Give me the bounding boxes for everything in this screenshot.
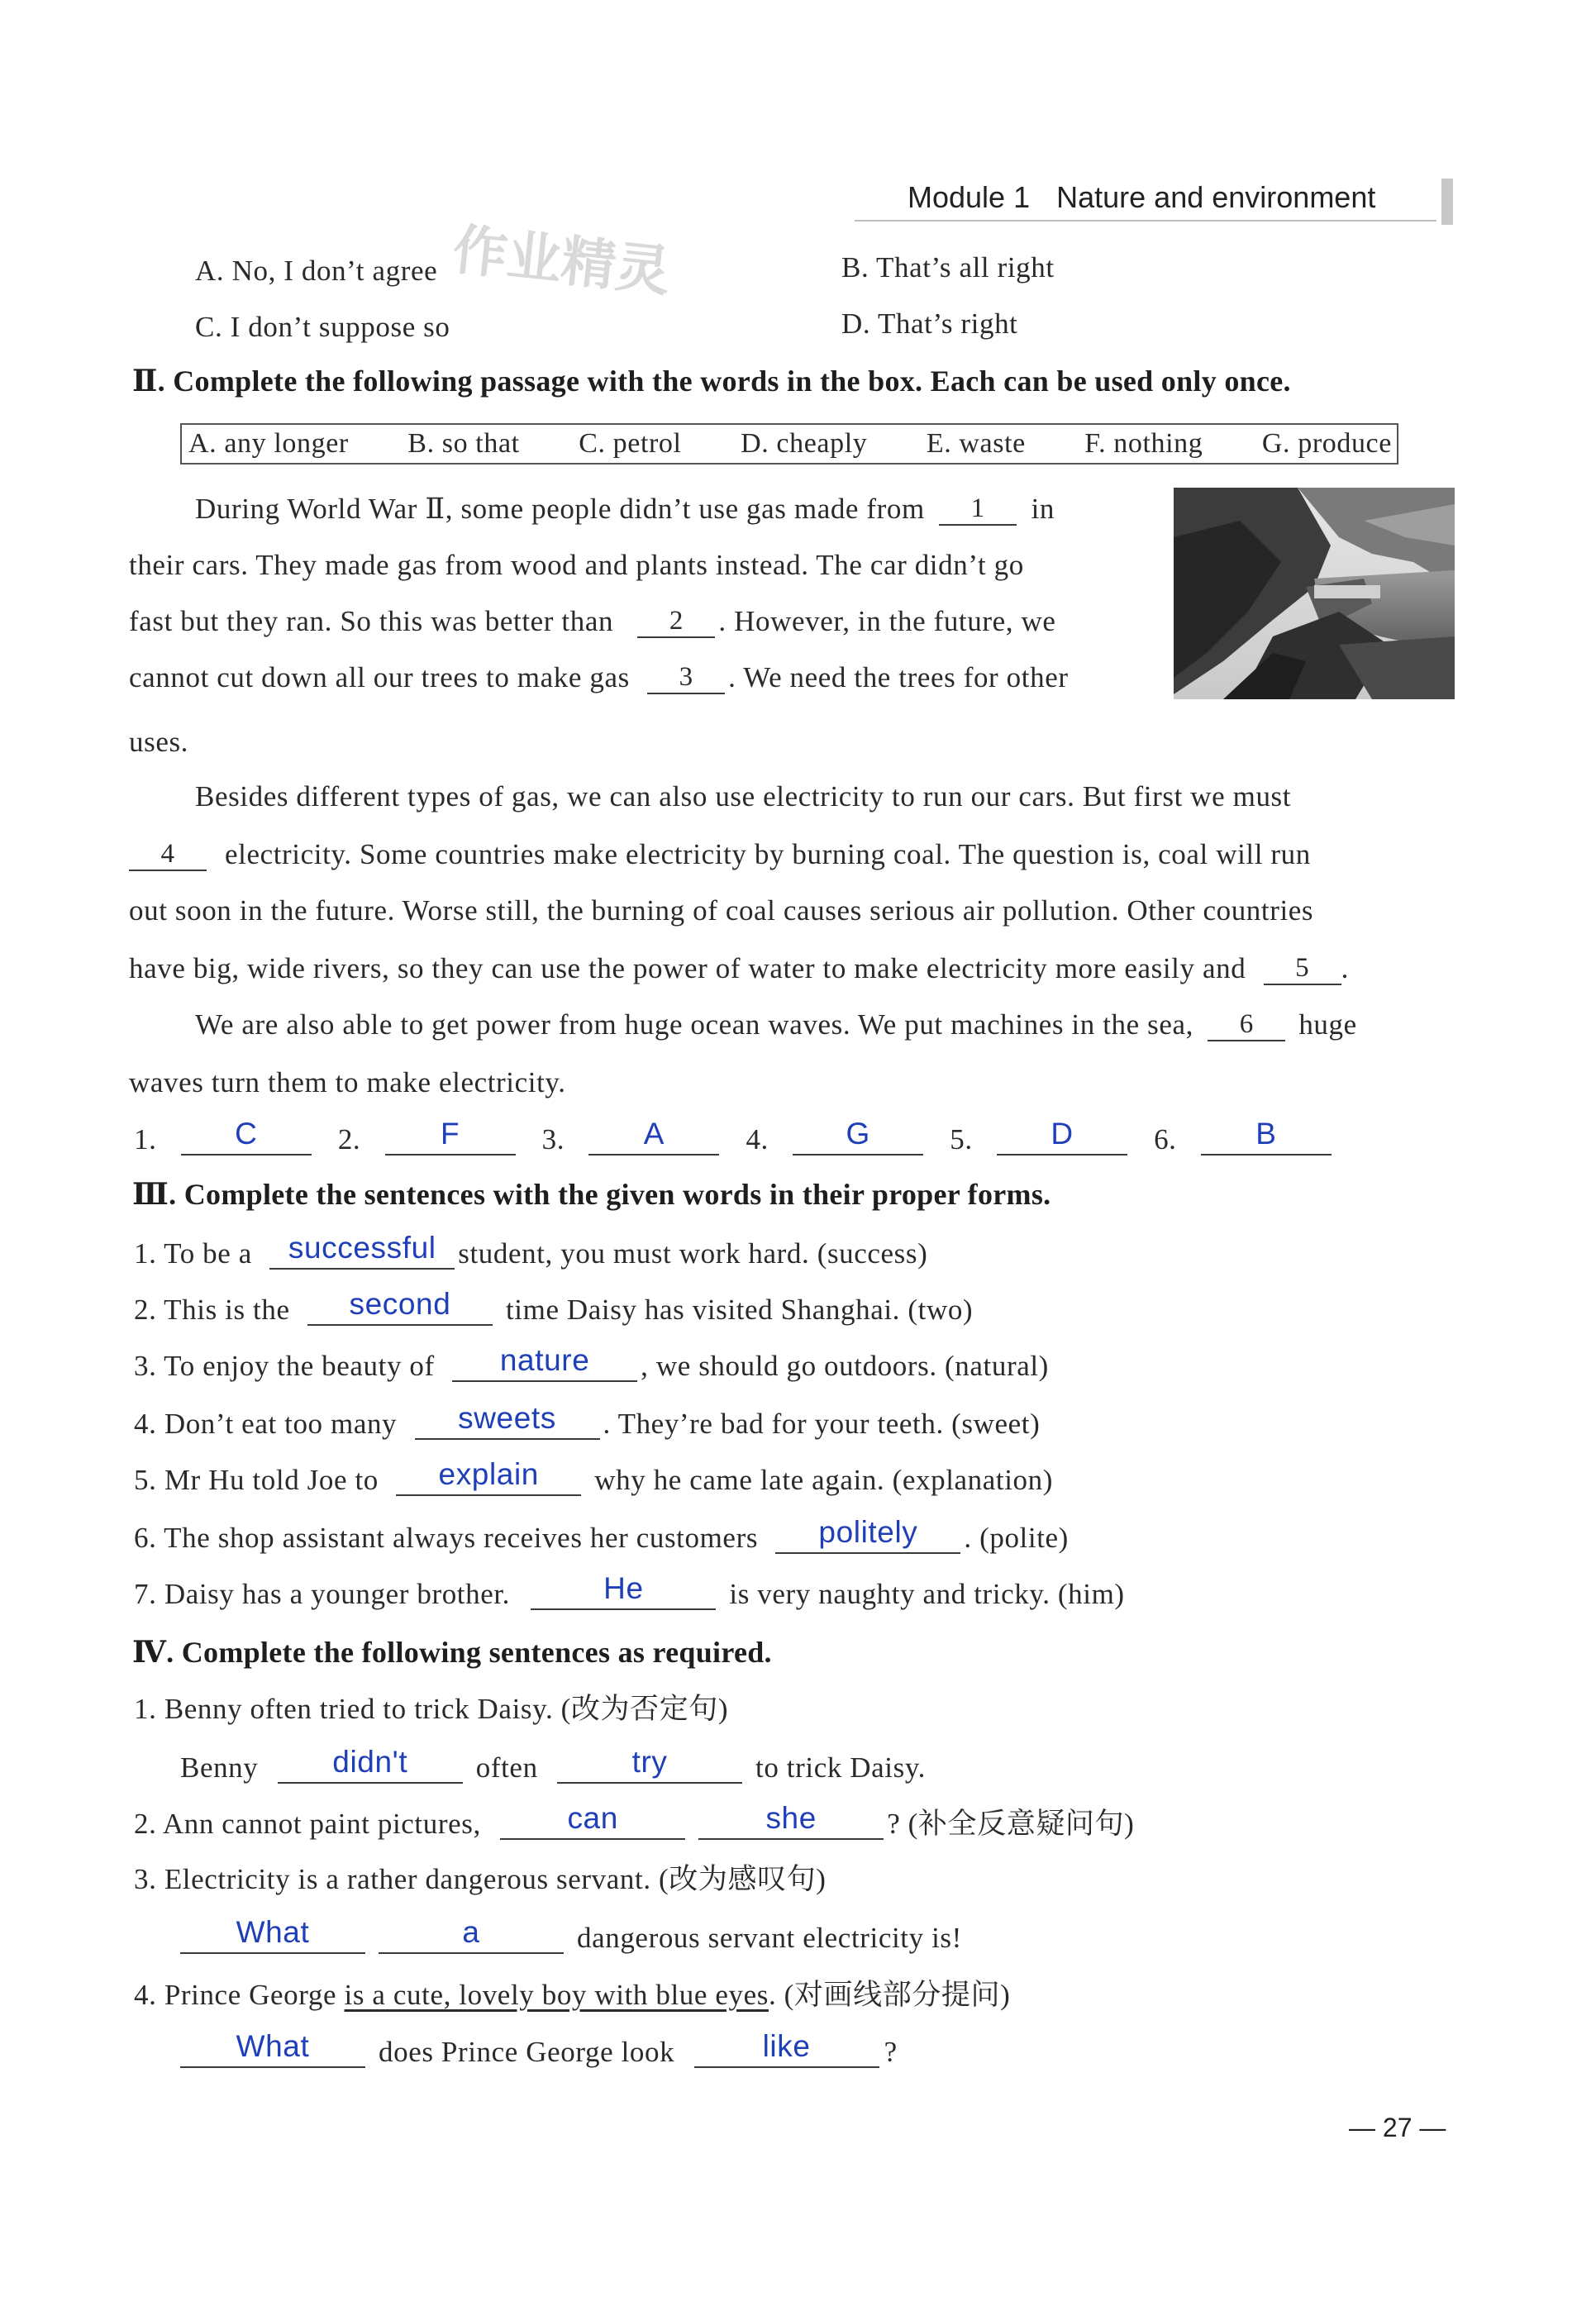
word-box-item: A. any longer <box>188 428 349 459</box>
passage-line: cannot cut down all our trees to make gas 3 . We need the trees for other <box>129 661 1069 693</box>
watermark: 作业精灵 <box>450 217 674 304</box>
answer-field[interactable]: F <box>385 1121 516 1156</box>
answer-field[interactable]: sweets <box>415 1405 600 1440</box>
passage-line: Besides different types of gas, we can also use electricity to run our cars. But first we must <box>195 780 1292 812</box>
blank-5: 5 <box>1264 951 1341 985</box>
exercise-item: 4. Don’t eat too many sweets . They’re bad for your teeth. (sweet) <box>134 1401 1041 1440</box>
section-2-heading: Ⅱ. Complete the following passage with the words in the box. Each can be used only once. <box>132 365 1291 398</box>
blank-4: 4 <box>129 836 207 871</box>
answer-field[interactable]: nature <box>452 1347 637 1382</box>
answer-field[interactable]: successful <box>269 1235 455 1270</box>
answer-field[interactable]: try <box>557 1749 742 1784</box>
page-number: — 27 — <box>1349 2113 1446 2142</box>
option-b: B. That’s all right <box>841 251 1055 284</box>
answer-field[interactable]: explain <box>396 1461 581 1496</box>
word-box-item: B. so that <box>407 428 520 459</box>
answer-field[interactable]: like <box>694 2033 879 2068</box>
answer-field[interactable]: What <box>180 2033 365 2068</box>
exercise-item: 1. Benny often tried to trick Daisy. (改为否定句) <box>134 1693 729 1725</box>
option-a: A. No, I don’t agree <box>195 255 438 287</box>
word-box <box>180 423 1398 465</box>
answer-field[interactable]: C <box>181 1121 312 1156</box>
word-box-item: D. cheaply <box>741 428 868 459</box>
answer-field[interactable]: she <box>698 1805 884 1840</box>
blank-6: 6 <box>1208 1007 1285 1041</box>
answer-field[interactable]: What <box>180 1919 365 1954</box>
option-d: D. That’s right <box>841 307 1018 340</box>
word-box-item: C. petrol <box>579 428 682 459</box>
blank-1: 1 <box>939 491 1017 526</box>
passage-line: have big, wide rivers, so they can use the power of water to make electricity more easily and 5 . <box>129 952 1350 984</box>
module-title: Nature and environment <box>1056 180 1376 214</box>
dam-photo <box>1174 488 1455 699</box>
header-rule <box>855 220 1436 222</box>
word-box-item: E. waste <box>926 428 1026 459</box>
word-box-item: F. nothing <box>1084 428 1203 459</box>
passage-line: uses. <box>129 726 189 758</box>
answer-line: What does Prince George look like ? <box>180 2033 898 2070</box>
word-box-item: G. produce <box>1261 428 1392 459</box>
passage-line: out soon in the future. Worse still, the burning of coal causes serious air pollution. Other countries <box>129 894 1314 927</box>
passage-line: We are also able to get power from huge ocean waves. We put machines in the sea, 6 huge <box>195 1008 1357 1041</box>
passage-line: fast but they ran. So this was better than 2 . However, in the future, we <box>129 605 1056 637</box>
answer-field[interactable]: second <box>307 1291 493 1326</box>
exercise-item: 6. The shop assistant always receives her customers politely . (polite) <box>134 1515 1069 1554</box>
answer-line: What a dangerous servant electricity is! <box>180 1919 962 1956</box>
underlined-phrase: is a cute, lovely boy with blue eyes <box>344 1979 769 2011</box>
answer-field[interactable]: D <box>997 1121 1127 1156</box>
header-side-bar <box>1441 179 1453 225</box>
running-header <box>908 180 1375 215</box>
passage-line: During World War Ⅱ, some people didn’t use gas made from 1 in <box>195 493 1055 525</box>
exercise-item: 3. To enjoy the beauty of nature , we should go outdoors. (natural) <box>134 1343 1049 1382</box>
exercise-item: 5. Mr Hu told Joe to explain why he came late again. (explanation) <box>134 1457 1054 1496</box>
section-4-heading: Ⅳ. Complete the following sentences as required. <box>132 1636 772 1669</box>
answer-field[interactable]: G <box>793 1121 923 1156</box>
module-label: Module 1 <box>908 180 1031 214</box>
passage-line: their cars. They made gas from wood and plants instead. The car didn’t go <box>129 549 1024 581</box>
exercise-item: 2. This is the second time Daisy has visited Shanghai. (two) <box>134 1287 974 1326</box>
answer-row: 1. C 2. F 3. A 4. G 5. D 6. B <box>134 1121 1332 1158</box>
exercise-item: 4. Prince George is a cute, lovely boy with blue eyes. (对画线部分提问) <box>134 1979 1011 2011</box>
answer-field[interactable]: politely <box>775 1519 960 1554</box>
exercise-item: 3. Electricity is a rather dangerous servant. (改为感叹句) <box>134 1863 827 1895</box>
answer-field[interactable]: A <box>588 1121 719 1156</box>
exercise-item: 2. Ann cannot paint pictures, can she ? (补全反意疑问句) <box>134 1801 1135 1840</box>
answer-field[interactable]: a <box>379 1919 564 1954</box>
answer-field[interactable]: can <box>500 1805 685 1840</box>
blank-2: 2 <box>637 603 715 638</box>
exercise-item: 1. To be a successful student, you must work hard. (success) <box>134 1231 928 1270</box>
blank-3: 3 <box>647 660 725 694</box>
answer-field[interactable]: He <box>531 1575 716 1610</box>
answer-field[interactable]: didn't <box>278 1749 463 1784</box>
passage-line: waves turn them to make electricity. <box>129 1066 566 1098</box>
answer-line: Benny didn't often try to trick Daisy. <box>180 1745 927 1784</box>
section-3-heading: Ⅲ. Complete the sentences with the given words in their proper forms. <box>132 1178 1051 1211</box>
exercise-item: 7. Daisy has a younger brother. He is very naughty and tricky. (him) <box>134 1571 1125 1610</box>
passage-line: 4 electricity. Some countries make electricity by burning coal. The question is, coal will run <box>129 836 1311 873</box>
option-c: C. I don’t suppose so <box>195 311 450 343</box>
answer-field[interactable]: B <box>1201 1121 1332 1156</box>
